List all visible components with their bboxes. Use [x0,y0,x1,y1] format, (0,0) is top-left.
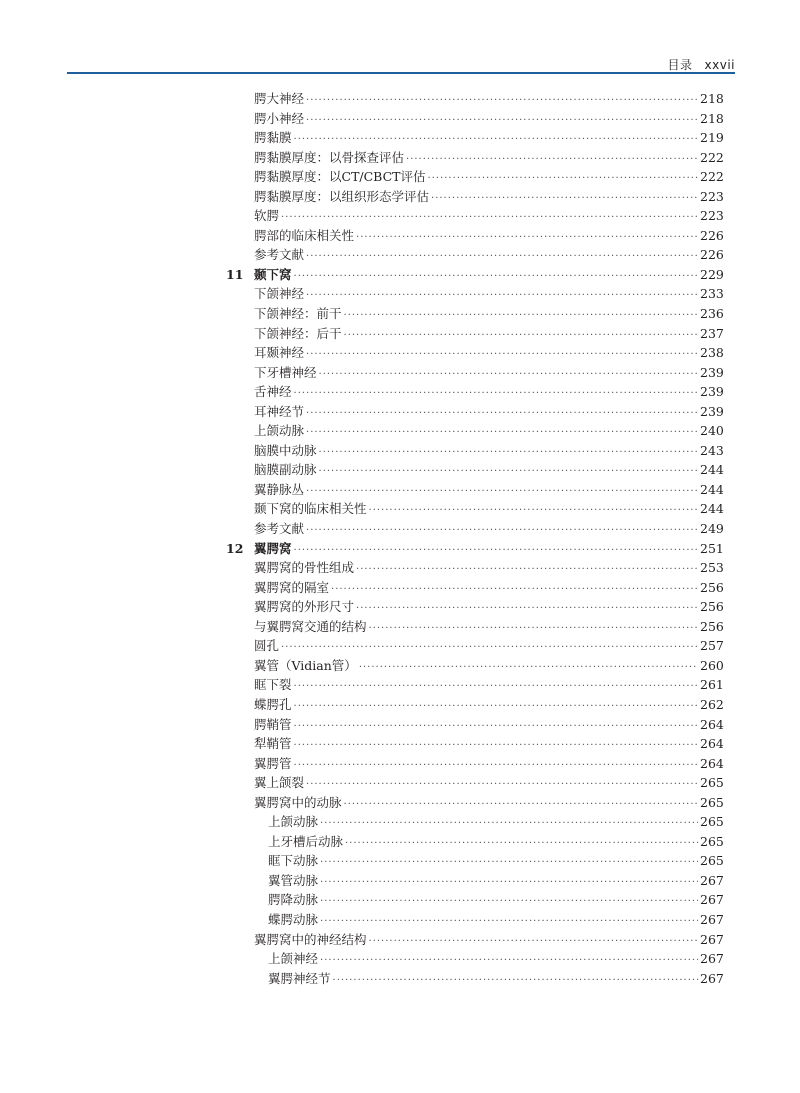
page-number: 238 [700,345,724,361]
toc-entry-row[interactable] [0,382,800,402]
page-number: 239 [700,403,724,419]
toc-entry-row[interactable] [0,304,800,324]
entry-title: 翼静脉丛 [254,481,305,497]
toc-entry [268,871,722,893]
toc-entry-row[interactable] [0,969,800,989]
toc-entry-row[interactable] [0,675,800,695]
toc-entry [254,363,722,385]
entry-title: 翼腭管 [254,755,292,771]
entry-title: 耳颞神经 [254,345,305,361]
page-number: 229 [700,266,724,282]
running-header [668,56,736,73]
entry-title: 耳神经节 [254,403,305,419]
toc-entry [254,656,722,678]
entry-title: 下牙槽神经 [254,364,317,380]
toc-entry [254,128,722,150]
page-number: 267 [700,970,724,986]
toc-entry-row[interactable] [0,636,800,656]
page-number: 240 [700,423,724,439]
page-number: 233 [700,286,724,302]
entry-title: 舌神经 [254,384,292,400]
toc-entry [268,851,722,873]
page-number: 223 [700,208,724,224]
toc-entry [254,734,722,756]
toc-entry [254,343,722,365]
entry-title: 下颌神经：后干 [254,325,342,341]
page-number: 222 [700,169,724,185]
toc-entry-row[interactable] [0,421,800,441]
toc-entry [254,109,722,131]
toc-entry [268,890,722,912]
header-section-title: 目录 [667,58,693,72]
toc-entry-row[interactable] [0,558,800,578]
toc-entry-row[interactable] [0,597,800,617]
toc-entry [254,539,722,561]
page-number: 264 [700,755,724,771]
entry-title: 蝶腭孔 [254,696,292,712]
page-number: 267 [700,872,724,888]
toc-entry [254,206,722,228]
toc-entry-row[interactable] [0,754,800,774]
page-number: 244 [700,501,724,517]
page-number: 265 [700,853,724,869]
toc-entry [254,324,722,346]
toc-entry [254,695,722,717]
entry-title: 翼管（Vidian管） [254,657,357,673]
toc-entry-row[interactable] [0,402,800,422]
toc-entry [254,636,722,658]
toc-entry-row[interactable] [0,167,800,187]
page-number: 262 [700,696,724,712]
page-number: 257 [700,638,724,654]
toc-entry-row[interactable] [0,363,800,383]
toc-chapter-row[interactable] [0,265,800,285]
toc-entry-row[interactable] [0,128,800,148]
toc-entry-row[interactable] [0,441,800,461]
toc-entry [254,773,722,795]
toc-entry-row[interactable] [0,226,800,246]
entry-title: 眶下裂 [254,677,292,693]
toc-entry [254,402,722,424]
toc-entry-row[interactable] [0,109,800,129]
page-number: 267 [700,951,724,967]
toc-entry [254,148,722,170]
toc-entry-row[interactable] [0,812,800,832]
page-number: 236 [700,306,724,322]
page-number: 223 [700,188,724,204]
toc-entry-row[interactable] [0,715,800,735]
toc-entry-row[interactable] [0,187,800,207]
toc-entry [254,226,722,248]
entry-title: 上颌动脉 [254,423,305,439]
toc-entry [254,519,722,541]
toc-entry-row[interactable] [0,695,800,715]
toc-entry [254,480,722,502]
toc-entry-row[interactable] [0,890,800,910]
toc-entry [254,499,722,521]
toc-entry-row[interactable] [0,284,800,304]
entry-title: 翼腭窝中的动脉 [254,794,342,810]
entry-title: 上颌动脉 [268,814,319,830]
toc-entry [254,675,722,697]
page-number: 260 [700,657,724,673]
page-number: 267 [700,911,724,927]
toc-entry-row[interactable] [0,773,800,793]
entry-title: 上颌神经 [268,951,319,967]
toc-entry-row[interactable] [0,617,800,637]
entry-title: 腭黏膜 [254,130,292,146]
toc-entry [254,578,722,600]
chapter-number: 12 [226,540,244,556]
toc-entry-row[interactable] [0,519,800,539]
toc-entry [254,930,722,952]
toc-entry [254,617,722,639]
entry-title: 腭黏膜厚度：以组织形态学评估 [254,188,430,204]
toc-entry [254,187,722,209]
page-number: 239 [700,384,724,400]
toc-entry [254,265,722,287]
entry-title: 参考文献 [254,247,305,263]
page-number: 264 [700,736,724,752]
toc-entry [254,382,722,404]
entry-title: 与翼腭窝交通的结构 [254,618,367,634]
entry-title: 腭小神经 [254,110,305,126]
entry-title: 翼上颌裂 [254,775,305,791]
toc-chapter-row[interactable] [0,539,800,559]
entry-title: 翼腭窝的隔室 [254,579,330,595]
toc-entry [254,460,722,482]
page-number: 265 [700,814,724,830]
page-number: 265 [700,794,724,810]
entry-title: 翼管动脉 [268,872,319,888]
page-number: 218 [700,110,724,126]
page-number: 267 [700,892,724,908]
page-number: 219 [700,130,724,146]
toc-entry-row[interactable] [0,910,800,930]
toc-entry-row[interactable] [0,460,800,480]
entry-title: 下颌神经：前干 [254,306,342,322]
toc-entry [254,304,722,326]
header-rule [67,72,735,74]
toc-entry-row[interactable] [0,656,800,676]
entry-title: 翼腭窝的骨性组成 [254,560,355,576]
chapter-title: 翼腭窝 [254,540,292,556]
toc-entry [268,832,722,854]
entry-title: 眶下动脉 [268,853,319,869]
toc-entry [268,910,722,932]
toc-entry-row[interactable] [0,832,800,852]
toc-entry-row[interactable] [0,871,800,891]
entry-title: 蝶腭动脉 [268,911,319,927]
toc-entry-row[interactable] [0,949,800,969]
toc-entry-row[interactable] [0,343,800,363]
toc-entry [254,754,722,776]
page-number: 244 [700,462,724,478]
entry-title: 软腭 [254,208,280,224]
entry-title: 腭大神经 [254,91,305,106]
toc-entry-row[interactable] [0,89,800,109]
toc-entry [254,167,722,189]
toc-entry-row[interactable] [0,206,800,226]
page-number: 267 [700,931,724,947]
toc-entry [268,812,722,834]
dot-leader [333,971,698,991]
page-number: 256 [700,599,724,615]
page-number: 261 [700,677,724,693]
entry-title: 下颌神经 [254,286,305,302]
toc-entry-row[interactable] [0,148,800,168]
page-number: 264 [700,716,724,732]
entry-title: 腭部的临床相关性 [254,227,355,243]
page-number: 226 [700,227,724,243]
toc-entry-row[interactable] [0,930,800,950]
entry-title: 参考文献 [254,521,305,537]
toc-entry-row[interactable] [0,734,800,754]
toc-entry-row[interactable] [0,480,800,500]
page-number: 265 [700,833,724,849]
toc-entry-row[interactable] [0,499,800,519]
entry-title: 腭黏膜厚度：以骨探查评估 [254,149,405,165]
toc-entry [254,441,722,463]
toc-entry [254,89,722,111]
toc-entry [268,969,722,991]
entry-title: 翼腭窝中的神经结构 [254,931,367,947]
page-number: 251 [700,540,724,556]
page-number: 237 [700,325,724,341]
entry-title: 犁鞘管 [254,736,292,752]
page-number: 244 [700,481,724,497]
toc-entry-row[interactable] [0,851,800,871]
toc-entry [254,284,722,306]
page-number: 249 [700,521,724,537]
page-number: 226 [700,247,724,263]
toc-entry [254,597,722,619]
toc-entry-row[interactable] [0,245,800,265]
page-number: 243 [700,442,724,458]
toc-entry [254,245,722,267]
toc-entry [268,949,722,971]
entry-title: 颞下窝的临床相关性 [254,501,367,517]
entry-title: 脑膜副动脉 [254,462,317,478]
entry-title: 脑膜中动脉 [254,442,317,458]
chapter-number: 11 [226,266,244,282]
toc-entry-row[interactable] [0,578,800,598]
toc-entry-row[interactable] [0,324,800,344]
toc-entry [254,421,722,443]
chapter-title: 颞下窝 [254,266,292,282]
entry-title: 腭鞘管 [254,716,292,732]
entry-title: 翼腭神经节 [268,970,331,986]
toc-entry [254,793,722,815]
page-number: 265 [700,775,724,791]
entry-title: 上牙槽后动脉 [268,833,344,849]
page-number: 239 [700,364,724,380]
page-number: 253 [700,560,724,576]
page-number: 256 [700,618,724,634]
toc-entry [254,558,722,580]
page-number: 222 [700,149,724,165]
table-of-contents [0,89,800,988]
page-number: 256 [700,579,724,595]
entry-title: 腭降动脉 [268,892,319,908]
toc-entry-row[interactable] [0,793,800,813]
entry-title: 翼腭窝的外形尺寸 [254,599,355,615]
entry-title: 圆孔 [254,638,280,654]
header-page-number: xxvii [704,58,735,72]
toc-entry [254,715,722,737]
page-number: 218 [700,91,724,106]
entry-title: 腭黏膜厚度：以CT/CBCT评估 [254,169,426,185]
